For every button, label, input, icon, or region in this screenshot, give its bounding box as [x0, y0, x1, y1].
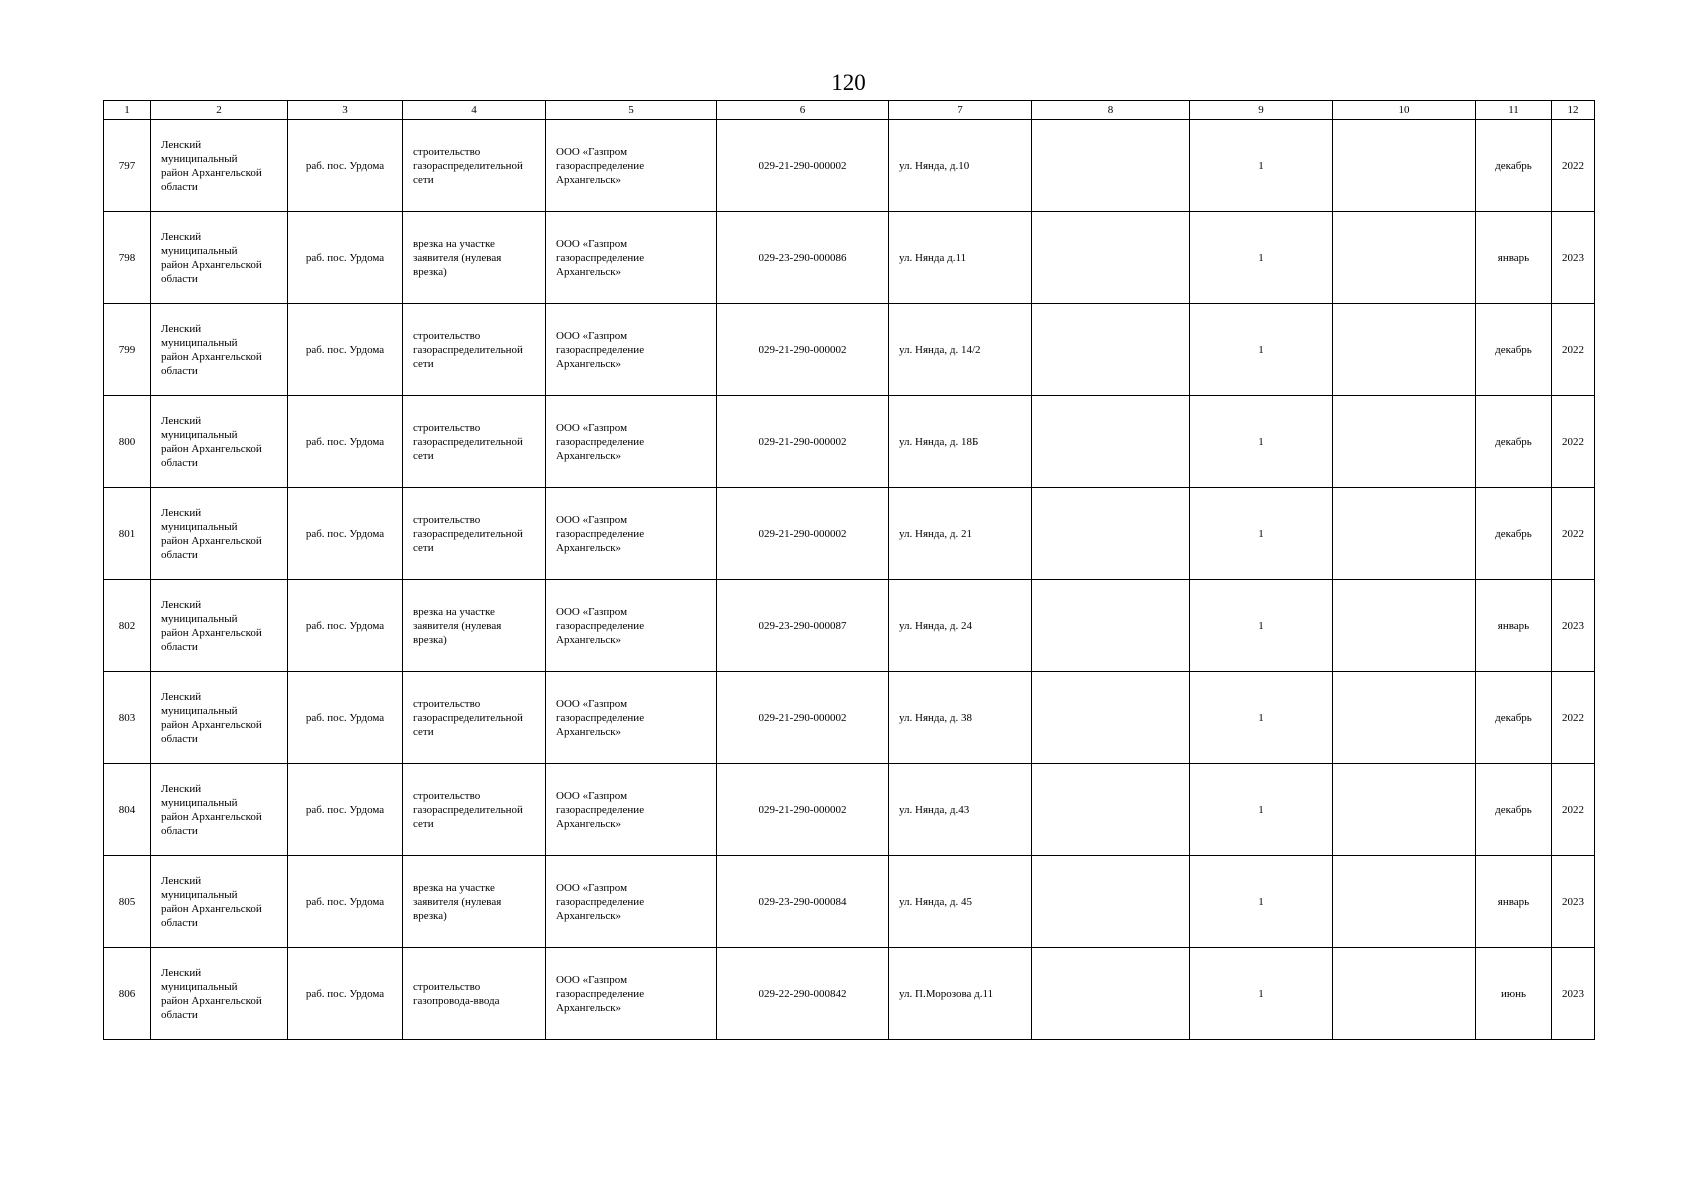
district-cell-line: район Архангельской: [161, 626, 262, 639]
count-cell: 1: [1190, 120, 1333, 212]
address-cell: ул. Нянда, д. 45: [889, 856, 1032, 948]
district-cell-line: район Архангельской: [161, 810, 262, 823]
district-cell-line: район Архангельской: [161, 166, 262, 179]
district-cell-line: Ленский: [161, 598, 202, 611]
month-cell: декабрь: [1476, 764, 1552, 856]
district-cell: [151, 948, 288, 1040]
organization-cell: [546, 856, 717, 948]
table-row: [104, 488, 1595, 580]
district-cell-line: Ленский: [161, 138, 202, 151]
organization-cell-line: газораспределение: [556, 711, 645, 724]
district-cell-line: муниципальный: [161, 612, 238, 625]
column-header: 11: [1476, 101, 1552, 120]
work-type-cell: [403, 212, 546, 304]
organization-cell-line: Архангельск»: [556, 357, 622, 370]
col8-cell: [1032, 672, 1190, 764]
work-type-cell-line: строительство: [413, 145, 481, 158]
row-number: 805: [104, 856, 151, 948]
organization-cell: [546, 120, 717, 212]
work-type-cell-line: строительство: [413, 513, 481, 526]
table-row: [104, 396, 1595, 488]
organization-cell-line: газораспределение: [556, 435, 645, 448]
row-number: 800: [104, 396, 151, 488]
data-table: [103, 100, 1595, 1040]
work-type-cell-line: врезка на участке: [413, 881, 495, 894]
district-cell-line: области: [161, 548, 198, 561]
col10-cell: [1333, 672, 1476, 764]
district-cell-line: Ленский: [161, 874, 202, 887]
table-row: [104, 580, 1595, 672]
work-type-cell: [403, 948, 546, 1040]
district-cell: [151, 580, 288, 672]
month-cell: декабрь: [1476, 396, 1552, 488]
month-cell: январь: [1476, 212, 1552, 304]
row-number: 798: [104, 212, 151, 304]
count-cell: 1: [1190, 580, 1333, 672]
program-code-cell: 029-21-290-000002: [717, 120, 889, 212]
district-cell: [151, 396, 288, 488]
year-cell: 2022: [1552, 396, 1595, 488]
work-type-cell-line: врезка): [413, 265, 447, 278]
settlement-cell: раб. пос. Урдома: [288, 488, 403, 580]
work-type-cell-line: газораспределительной: [413, 711, 523, 724]
work-type-cell-line: сети: [413, 725, 434, 738]
year-cell: 2023: [1552, 948, 1595, 1040]
district-cell-line: район Архангельской: [161, 350, 262, 363]
row-number: 797: [104, 120, 151, 212]
settlement-cell: раб. пос. Урдома: [288, 304, 403, 396]
work-type-cell-line: строительство: [413, 329, 481, 342]
organization-cell-line: ООО «Газпром: [556, 145, 628, 158]
organization-cell-line: газораспределение: [556, 527, 645, 540]
program-code-cell: 029-23-290-000084: [717, 856, 889, 948]
settlement-cell: раб. пос. Урдома: [288, 856, 403, 948]
organization-cell-line: ООО «Газпром: [556, 421, 628, 434]
col8-cell: [1032, 396, 1190, 488]
organization-cell: [546, 488, 717, 580]
district-cell-line: муниципальный: [161, 244, 238, 257]
organization-cell: [546, 672, 717, 764]
address-cell: ул. Нянда, д. 24: [889, 580, 1032, 672]
work-type-cell-line: сети: [413, 173, 434, 186]
month-cell: июнь: [1476, 948, 1552, 1040]
col8-cell: [1032, 212, 1190, 304]
work-type-cell-line: заявителя (нулевая: [413, 619, 502, 632]
organization-cell-line: ООО «Газпром: [556, 237, 628, 250]
program-code-cell: 029-21-290-000002: [717, 764, 889, 856]
district-cell-line: район Архангельской: [161, 442, 262, 455]
program-code-cell: 029-22-290-000842: [717, 948, 889, 1040]
district-cell: [151, 856, 288, 948]
organization-cell-line: ООО «Газпром: [556, 697, 628, 710]
district-cell-line: области: [161, 364, 198, 377]
work-type-cell: [403, 488, 546, 580]
count-cell: 1: [1190, 304, 1333, 396]
table-row: [104, 304, 1595, 396]
work-type-cell-line: газораспределительной: [413, 803, 523, 816]
district-cell-line: области: [161, 180, 198, 193]
column-header: 7: [889, 101, 1032, 120]
address-cell: ул. П.Морозова д.11: [889, 948, 1032, 1040]
program-code-cell: 029-21-290-000002: [717, 396, 889, 488]
district-cell-line: район Архангельской: [161, 718, 262, 731]
organization-cell-line: Архангельск»: [556, 449, 622, 462]
year-cell: 2023: [1552, 856, 1595, 948]
organization-cell-line: Архангельск»: [556, 725, 622, 738]
col8-cell: [1032, 764, 1190, 856]
col10-cell: [1333, 948, 1476, 1040]
organization-cell-line: газораспределение: [556, 159, 645, 172]
organization-cell-line: ООО «Газпром: [556, 881, 628, 894]
month-cell: декабрь: [1476, 488, 1552, 580]
count-cell: 1: [1190, 488, 1333, 580]
col10-cell: [1333, 580, 1476, 672]
column-header: 2: [151, 101, 288, 120]
col10-cell: [1333, 120, 1476, 212]
work-type-cell-line: сети: [413, 357, 434, 370]
address-cell: ул. Нянда, д. 38: [889, 672, 1032, 764]
year-cell: 2022: [1552, 764, 1595, 856]
organization-cell-line: Архангельск»: [556, 265, 622, 278]
settlement-cell: раб. пос. Урдома: [288, 672, 403, 764]
col10-cell: [1333, 764, 1476, 856]
col10-cell: [1333, 212, 1476, 304]
district-cell-line: район Архангельской: [161, 994, 262, 1007]
district-cell-line: Ленский: [161, 966, 202, 979]
district-cell-line: области: [161, 640, 198, 653]
column-header: 3: [288, 101, 403, 120]
col8-cell: [1032, 488, 1190, 580]
district-cell-line: район Архангельской: [161, 258, 262, 271]
column-header: 6: [717, 101, 889, 120]
page-number: 120: [831, 70, 866, 95]
column-header: 9: [1190, 101, 1333, 120]
column-header: 4: [403, 101, 546, 120]
month-cell: декабрь: [1476, 672, 1552, 764]
district-cell: [151, 212, 288, 304]
row-number: 804: [104, 764, 151, 856]
month-cell: декабрь: [1476, 120, 1552, 212]
year-cell: 2022: [1552, 304, 1595, 396]
organization-cell-line: ООО «Газпром: [556, 789, 628, 802]
work-type-cell-line: строительство: [413, 697, 481, 710]
col8-cell: [1032, 948, 1190, 1040]
month-cell: январь: [1476, 856, 1552, 948]
table-row: [104, 212, 1595, 304]
settlement-cell: раб. пос. Урдома: [288, 396, 403, 488]
settlement-cell: раб. пос. Урдома: [288, 580, 403, 672]
address-cell: ул. Нянда, д.10: [889, 120, 1032, 212]
col10-cell: [1333, 304, 1476, 396]
organization-cell-line: газораспределение: [556, 619, 645, 632]
program-code-cell: 029-23-290-000086: [717, 212, 889, 304]
work-type-cell-line: врезка на участке: [413, 237, 495, 250]
address-cell: ул. Нянда д.11: [889, 212, 1032, 304]
district-cell-line: муниципальный: [161, 980, 238, 993]
row-number: 803: [104, 672, 151, 764]
program-code-cell: 029-21-290-000002: [717, 672, 889, 764]
program-code-cell: 029-21-290-000002: [717, 304, 889, 396]
count-cell: 1: [1190, 396, 1333, 488]
work-type-cell-line: врезка на участке: [413, 605, 495, 618]
work-type-cell-line: сети: [413, 541, 434, 554]
count-cell: 1: [1190, 948, 1333, 1040]
work-type-cell: [403, 396, 546, 488]
organization-cell-line: Архангельск»: [556, 173, 622, 186]
district-cell: [151, 488, 288, 580]
organization-cell-line: Архангельск»: [556, 817, 622, 830]
table-row: [104, 948, 1595, 1040]
district-cell-line: район Архангельской: [161, 902, 262, 915]
organization-cell: [546, 396, 717, 488]
work-type-cell-line: заявителя (нулевая: [413, 895, 502, 908]
district-cell-line: район Архангельской: [161, 534, 262, 547]
row-number: 799: [104, 304, 151, 396]
organization-cell-line: ООО «Газпром: [556, 973, 628, 986]
district-cell-line: муниципальный: [161, 888, 238, 901]
organization-cell-line: Архангельск»: [556, 541, 622, 554]
table-row: [104, 672, 1595, 764]
address-cell: ул. Нянда, д. 14/2: [889, 304, 1032, 396]
col10-cell: [1333, 488, 1476, 580]
work-type-cell-line: газопровода-ввода: [413, 994, 500, 1007]
month-cell: декабрь: [1476, 304, 1552, 396]
count-cell: 1: [1190, 856, 1333, 948]
organization-cell-line: Архангельск»: [556, 1001, 622, 1014]
district-cell-line: Ленский: [161, 782, 202, 795]
row-number: 801: [104, 488, 151, 580]
district-cell-line: области: [161, 1008, 198, 1021]
year-cell: 2022: [1552, 672, 1595, 764]
district-cell-line: области: [161, 824, 198, 837]
district-cell-line: муниципальный: [161, 704, 238, 717]
work-type-cell-line: врезка): [413, 633, 447, 646]
settlement-cell: раб. пос. Урдома: [288, 764, 403, 856]
column-header: 8: [1032, 101, 1190, 120]
work-type-cell: [403, 764, 546, 856]
organization-cell: [546, 764, 717, 856]
district-cell-line: муниципальный: [161, 796, 238, 809]
work-type-cell-line: строительство: [413, 980, 481, 993]
district-cell: [151, 120, 288, 212]
work-type-cell-line: заявителя (нулевая: [413, 251, 502, 264]
district-cell-line: Ленский: [161, 322, 202, 335]
organization-cell-line: ООО «Газпром: [556, 513, 628, 526]
work-type-cell-line: газораспределительной: [413, 343, 523, 356]
organization-cell-line: ООО «Газпром: [556, 605, 628, 618]
address-cell: ул. Нянда, д.43: [889, 764, 1032, 856]
col8-cell: [1032, 856, 1190, 948]
organization-cell-line: газораспределение: [556, 251, 645, 264]
district-cell-line: Ленский: [161, 230, 202, 243]
district-cell-line: Ленский: [161, 414, 202, 427]
district-cell-line: области: [161, 272, 198, 285]
program-code-cell: 029-21-290-000002: [717, 488, 889, 580]
work-type-cell-line: сети: [413, 449, 434, 462]
organization-cell-line: Архангельск»: [556, 909, 622, 922]
col8-cell: [1032, 580, 1190, 672]
district-cell-line: муниципальный: [161, 520, 238, 533]
district-cell: [151, 764, 288, 856]
row-number: 806: [104, 948, 151, 1040]
year-cell: 2022: [1552, 488, 1595, 580]
district-cell-line: Ленский: [161, 506, 202, 519]
col8-cell: [1032, 120, 1190, 212]
district-cell-line: области: [161, 456, 198, 469]
work-type-cell: [403, 120, 546, 212]
settlement-cell: раб. пос. Урдома: [288, 120, 403, 212]
col10-cell: [1333, 856, 1476, 948]
work-type-cell: [403, 304, 546, 396]
address-cell: ул. Нянда, д. 18Б: [889, 396, 1032, 488]
organization-cell-line: газораспределение: [556, 987, 645, 1000]
organization-cell-line: газораспределение: [556, 895, 645, 908]
organization-cell-line: Архангельск»: [556, 633, 622, 646]
organization-cell-line: газораспределение: [556, 803, 645, 816]
work-type-cell-line: газораспределительной: [413, 435, 523, 448]
year-cell: 2023: [1552, 212, 1595, 304]
work-type-cell: [403, 580, 546, 672]
work-type-cell-line: врезка): [413, 909, 447, 922]
year-cell: 2022: [1552, 120, 1595, 212]
work-type-cell: [403, 672, 546, 764]
organization-cell-line: газораспределение: [556, 343, 645, 356]
count-cell: 1: [1190, 212, 1333, 304]
work-type-cell-line: строительство: [413, 789, 481, 802]
count-cell: 1: [1190, 672, 1333, 764]
month-cell: январь: [1476, 580, 1552, 672]
organization-cell: [546, 212, 717, 304]
organization-cell-line: ООО «Газпром: [556, 329, 628, 342]
settlement-cell: раб. пос. Урдома: [288, 212, 403, 304]
col8-cell: [1032, 304, 1190, 396]
column-header: 10: [1333, 101, 1476, 120]
district-cell: [151, 672, 288, 764]
district-cell-line: муниципальный: [161, 428, 238, 441]
col10-cell: [1333, 396, 1476, 488]
work-type-cell-line: газораспределительной: [413, 159, 523, 172]
year-cell: 2023: [1552, 580, 1595, 672]
district-cell-line: области: [161, 732, 198, 745]
column-header: 12: [1552, 101, 1595, 120]
organization-cell: [546, 580, 717, 672]
organization-cell: [546, 948, 717, 1040]
table-row: [104, 120, 1595, 212]
work-type-cell-line: строительство: [413, 421, 481, 434]
column-header: 1: [104, 101, 151, 120]
column-header: 5: [546, 101, 717, 120]
organization-cell: [546, 304, 717, 396]
row-number: 802: [104, 580, 151, 672]
work-type-cell-line: газораспределительной: [413, 527, 523, 540]
program-code-cell: 029-23-290-000087: [717, 580, 889, 672]
address-cell: ул. Нянда, д. 21: [889, 488, 1032, 580]
work-type-cell: [403, 856, 546, 948]
district-cell-line: области: [161, 916, 198, 929]
work-type-cell-line: сети: [413, 817, 434, 830]
settlement-cell: раб. пос. Урдома: [288, 948, 403, 1040]
column-number-row: [104, 101, 1595, 120]
table-row: [104, 856, 1595, 948]
district-cell-line: муниципальный: [161, 152, 238, 165]
district-cell-line: Ленский: [161, 690, 202, 703]
district-cell-line: муниципальный: [161, 336, 238, 349]
count-cell: 1: [1190, 764, 1333, 856]
district-cell: [151, 304, 288, 396]
table-row: [104, 764, 1595, 856]
